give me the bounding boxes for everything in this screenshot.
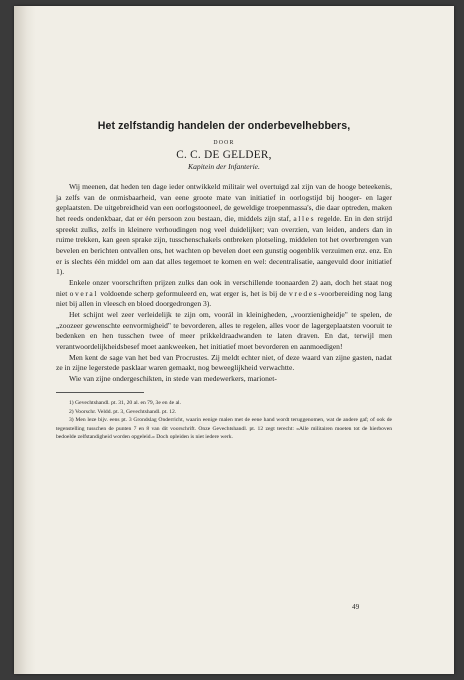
footnote-3: 3) Men leze bijv. eens pt. 3 Grondslag Onderricht, waarin eenige malen met de eene hand wordt teruggenomen, wat de andere gaf; of ook de tegenstelling tusschen de punten 7 en 8 van dit voorschrift. Onze Gevechtshandl. pt. 12 zegt terecht: »Alle militairen moeten tot de hierboven bedoelde zelfstandigheid worden opgeleid.« Doch opleiden is niet iedere werk. xyxy=(56,417,392,441)
paragraph-4: Men kent de sage van het bed van Procrustes. Zij meldt echter niet, of deze waard van zijne gasten, nadat ze in zijne legerstede pasklaar waren gemaakt, nog beweeglijkheid verwachtte. xyxy=(56,352,392,373)
footnote-1: 1) Gevechtshandl. pt. 31, 20 al. en 79, 3e en 4e al. xyxy=(69,400,181,407)
footnote-divider xyxy=(56,392,144,393)
spaced-emphasis: overal xyxy=(69,288,99,298)
spaced-emphasis: alles xyxy=(293,213,316,223)
page-binding-shadow xyxy=(14,6,36,674)
author-name: C. C. DE GELDER, xyxy=(176,149,272,161)
article-title: Het zelfstandig handelen der onderbevelhebbers, xyxy=(97,120,351,132)
paragraph-3: Het schijnt wel zeer verleidelijk te zijn om, voorál in kleinigheden, „voorzienigheidje" te spelen, de „zoozeer gewenschte eenvormigheid" te bevorderen, alles te regelen, alles voor de lagergeplaatsten vooruit te bedenken en hen tusschen twee of meer prikkeldraadwanden te laten draven. En dat, terwijl men verantwoordelijkheidsbesef moet aankweeken, het initiatief moet bevorderen en aanmoedigen! xyxy=(56,309,392,351)
book-page xyxy=(14,6,454,674)
paragraph-5: Wie van zijne ondergeschikten, in stede van medewerkers, marionet- xyxy=(69,373,277,383)
author-rank: Kapitein der Infanterie. xyxy=(188,162,260,171)
spaced-emphasis: vredes xyxy=(288,288,319,298)
byline-door: DOOR xyxy=(213,140,235,146)
paragraph-2: Enkele onzer voorschriften prijzen zulks dan ook in verschillende toonaarden 2) aan, doch het staat nog niet overal voldoende scherp geformuleerd en, wat erger is, het is bij de vredes-voorbereiding nog lang niet bij allen in vleesch en bloed doorgedrongen 3). xyxy=(56,277,392,309)
page-number: 49 xyxy=(352,603,360,611)
footnotes xyxy=(56,399,392,441)
article-body xyxy=(56,182,392,384)
paragraph-1: Wij meenen, dat heden ten dage ieder ontwikkeld militair wel overtuigd zal zijn van de hooge beteekenis, ja zelfs van de onmisbaarheid, van eene groote mate van initiatief in oorlogstijd bij hooger- en lager geplaatsten. De uitgebreidheid van een oorlogstooneel, de geweldige troepenmassa's, die daar optreden, maken het reeds ondenkbaar, dat er één persoon zou bestaan, die, middels zijn staf, alles regelde. En in den strijd spreekt zulks, zelfs in kleinere verhoudingen nog veel duidelijker; van overzien, van leiden, anders dan in ruime trekken, kan geen sprake zijn, tusschenschakels ontbreken plotseling, middelen tot het overbrengen van bevelen en berichten ontvallen ons, het wachten op bevelen doet een gunstig oogenblik verzuimen enz. enz. En er is slechts één middel om aan dat alles tegemoet te komen en wel: decentralisatie, aangevuld door initiatief 1). xyxy=(56,182,392,277)
footnote-2: 2) Voorschr. Veldd. pt. 3, Gevechtshandl. pt. 12. xyxy=(69,408,177,415)
article-content xyxy=(56,120,392,442)
